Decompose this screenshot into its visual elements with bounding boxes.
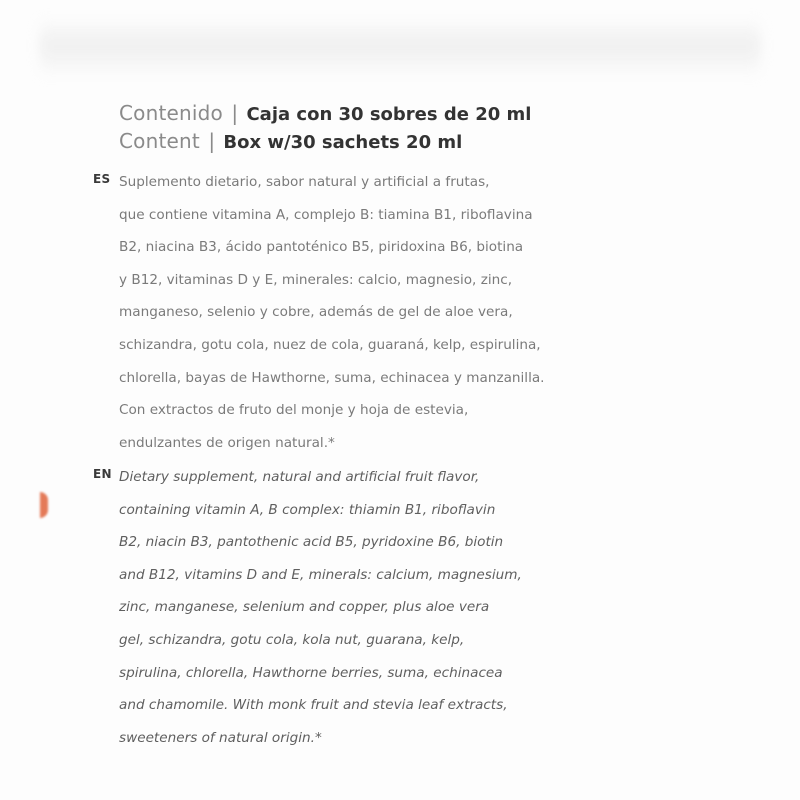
description-line: schizandra, gotu cola, nuez de cola, guaraná, kelp, espirulina, <box>119 336 541 353</box>
content-separator-en: | <box>208 129 216 153</box>
description-line: y B12, vitaminas D y E, minerales: calcio, magnesio, zinc, <box>119 271 513 288</box>
description-line: spirulina, chlorella, Hawthorne berries, suma, echinacea <box>119 664 503 681</box>
description-line: and chamomile. With monk fruit and stevia leaf extracts, <box>119 697 508 714</box>
description-line: gel, schizandra, gotu cola, kola nut, guarana, kelp, <box>119 631 465 648</box>
description-line: endulzantes de origen natural.* <box>119 434 335 451</box>
content-value-en: Box w/30 sachets 20 ml <box>223 132 463 153</box>
lang-tag-es: ES <box>93 172 111 186</box>
content-label-en: Content <box>119 129 200 153</box>
description-line: que contiene vitamina A, complejo B: tiamina B1, riboflavina <box>119 206 533 223</box>
blurred-header-text <box>40 18 760 78</box>
description-es <box>119 166 709 459</box>
content-info <box>119 100 719 156</box>
description-en <box>119 461 709 754</box>
content-value-es: Caja con 30 sobres de 20 ml <box>246 104 532 125</box>
description-line: chlorella, bayas de Hawthorne, suma, echinacea y manzanilla. <box>119 369 545 386</box>
description-line: manganeso, selenio y cobre, además de gel de aloe vera, <box>119 304 513 321</box>
lang-tag-en: EN <box>93 467 112 481</box>
description-line: B2, niacin B3, pantothenic acid B5, pyridoxine B6, biotin <box>119 534 504 551</box>
description-line: zinc, manganese, selenium and copper, plus aloe vera <box>119 599 490 616</box>
description-line: B2, niacina B3, ácido pantoténico B5, piridoxina B6, biotina <box>119 239 524 256</box>
description-line: and B12, vitamins D and E, minerals: calcium, magnesium, <box>119 566 522 583</box>
content-line-en <box>119 128 719 156</box>
description-line: Con extractos de fruto del monje y hoja de estevia, <box>119 402 469 419</box>
orange-edge-mark <box>40 492 48 518</box>
description-line: Suplemento dietario, sabor natural y artificial a frutas, <box>119 174 490 190</box>
description-line: Dietary supplement, natural and artificial fruit flavor, <box>119 469 480 485</box>
content-separator-es: | <box>231 101 239 125</box>
content-line-es <box>119 100 719 128</box>
description-line: sweeteners of natural origin.* <box>119 729 322 746</box>
content-label-es: Contenido <box>119 101 223 125</box>
description-line: containing vitamin A, B complex: thiamin B1, riboflavin <box>119 501 496 518</box>
